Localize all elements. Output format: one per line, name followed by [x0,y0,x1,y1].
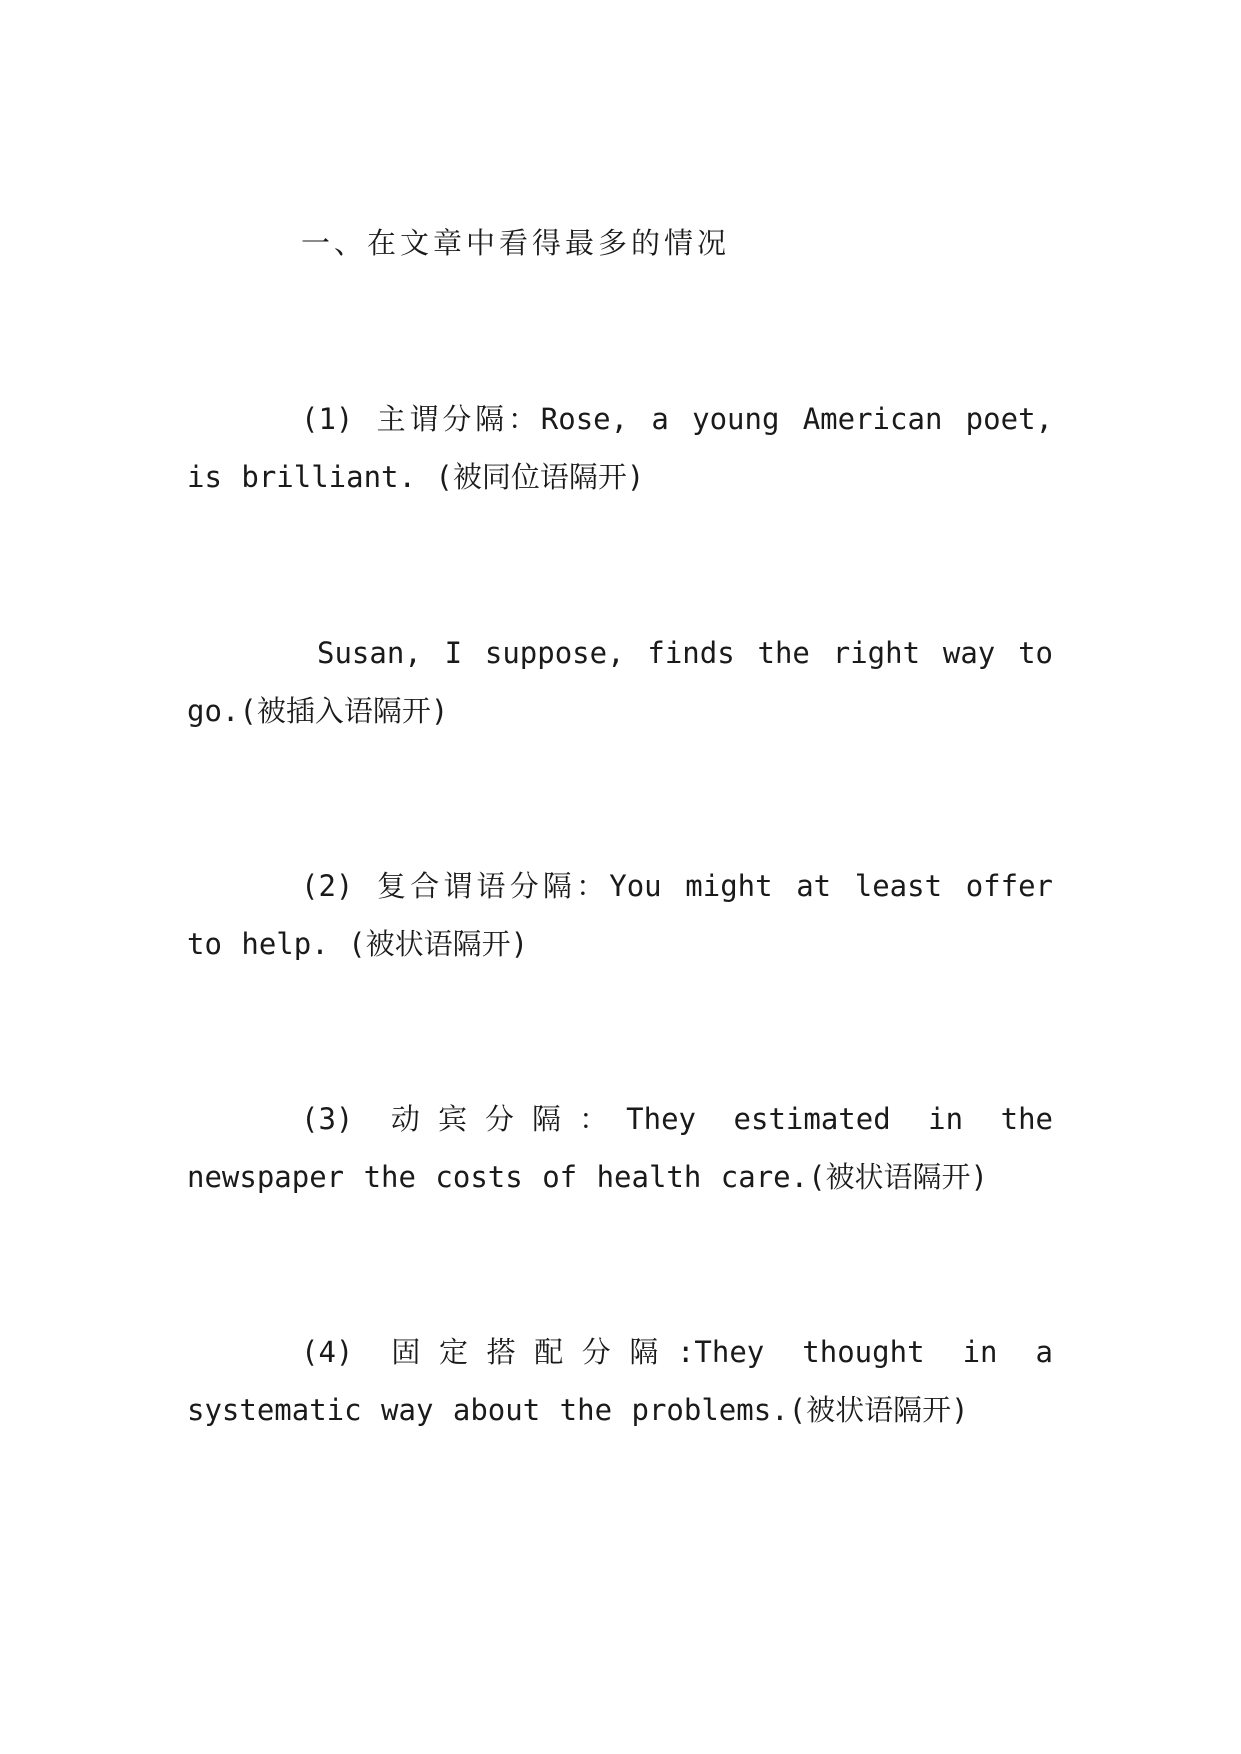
paragraph-subject-predicate: (1) 主谓分隔：Rose, a young American poet, is brilliant. (被同位语隔开) [187,402,1053,494]
paragraph-compound-predicate: (2) 复合谓语分隔：You might at least offer to help. (被状语隔开) [187,869,1053,961]
section-heading: 一、在文章中看得最多的情况 [301,226,731,260]
paragraph-fixed-collocation: (4) 固定搭配分隔:They thought in a systematic way about the problems.(被状语隔开) [187,1335,1053,1427]
paragraph-verb-object: (3) 动宾分隔：They estimated in the newspaper the costs of health care.(被状语隔开) [187,1102,1053,1194]
paragraph-parenthesis-example: Susan, I suppose, finds the right way to go.(被插入语隔开) [187,636,1053,728]
